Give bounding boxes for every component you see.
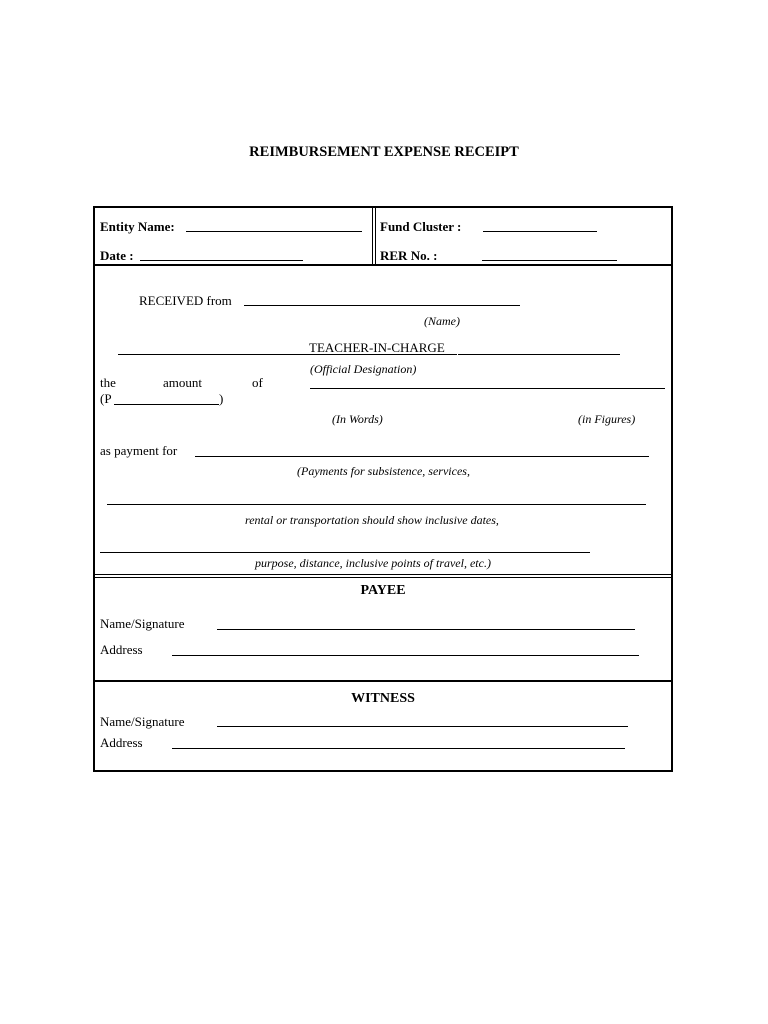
frame-top-border bbox=[93, 206, 673, 208]
received-from-label: RECEIVED from bbox=[139, 293, 232, 308]
frame-bottom-border bbox=[93, 770, 673, 772]
in-words-caption: (In Words) bbox=[332, 412, 383, 426]
rer-no-field[interactable] bbox=[482, 260, 617, 261]
header-bottom-border bbox=[93, 264, 673, 266]
form-title: REIMBURSEMENT EXPENSE RECEIPT bbox=[249, 144, 519, 160]
payment-for-field-3[interactable] bbox=[100, 552, 590, 553]
witness-address-field[interactable] bbox=[172, 748, 625, 749]
payment-caption-3: purpose, distance, inclusive points of travel, etc.) bbox=[255, 556, 491, 570]
designation-field-right[interactable] bbox=[458, 354, 620, 355]
payee-section-border-bottom bbox=[93, 577, 673, 578]
payment-caption-1: (Payments for subsistence, services, bbox=[297, 464, 470, 478]
fund-cluster-field[interactable] bbox=[483, 231, 597, 232]
amount-word-amount: amount bbox=[163, 375, 202, 390]
witness-section-border bbox=[93, 680, 673, 682]
entity-name-field[interactable] bbox=[186, 231, 362, 232]
witness-address-label: Address bbox=[100, 735, 143, 750]
header-column-divider-2 bbox=[375, 206, 376, 265]
amount-in-words-field[interactable] bbox=[310, 388, 665, 389]
witness-name-signature-field[interactable] bbox=[217, 726, 628, 727]
fund-cluster-label: Fund Cluster : bbox=[380, 219, 462, 234]
payee-name-signature-field[interactable] bbox=[217, 629, 635, 630]
payee-address-field[interactable] bbox=[172, 655, 639, 656]
designation-value-underline bbox=[309, 354, 457, 355]
amount-word-of: of bbox=[252, 375, 263, 390]
payment-for-field-2[interactable] bbox=[107, 504, 646, 505]
received-from-name-field[interactable] bbox=[244, 305, 520, 306]
official-designation-caption: (Official Designation) bbox=[310, 362, 417, 376]
name-caption: (Name) bbox=[424, 314, 460, 328]
amount-in-figures-field[interactable] bbox=[114, 404, 219, 405]
header-column-divider bbox=[372, 206, 373, 265]
in-figures-caption: (in Figures) bbox=[578, 412, 636, 426]
date-label: Date : bbox=[100, 248, 134, 263]
payee-address-label: Address bbox=[100, 642, 143, 657]
frame-right-border bbox=[671, 206, 673, 772]
payee-section-border-top bbox=[93, 574, 673, 575]
witness-name-signature-label: Name/Signature bbox=[100, 714, 185, 729]
payment-caption-2: rental or transportation should show inclusive dates, bbox=[245, 513, 499, 527]
payment-for-field-1[interactable] bbox=[195, 456, 649, 457]
amount-peso-open: (P bbox=[100, 391, 112, 406]
designation-value: TEACHER-IN-CHARGE bbox=[309, 340, 445, 355]
witness-heading: WITNESS bbox=[351, 691, 415, 706]
frame-left-border bbox=[93, 206, 95, 772]
entity-name-label: Entity Name: bbox=[100, 219, 175, 234]
payee-heading: PAYEE bbox=[360, 583, 406, 598]
payee-name-signature-label: Name/Signature bbox=[100, 616, 185, 631]
payment-for-label: as payment for bbox=[100, 443, 178, 458]
amount-peso-close: ) bbox=[219, 391, 224, 406]
rer-no-label: RER No. : bbox=[380, 248, 438, 263]
designation-field-left[interactable] bbox=[118, 354, 309, 355]
date-field[interactable] bbox=[140, 260, 303, 261]
amount-word-the: the bbox=[100, 375, 116, 390]
